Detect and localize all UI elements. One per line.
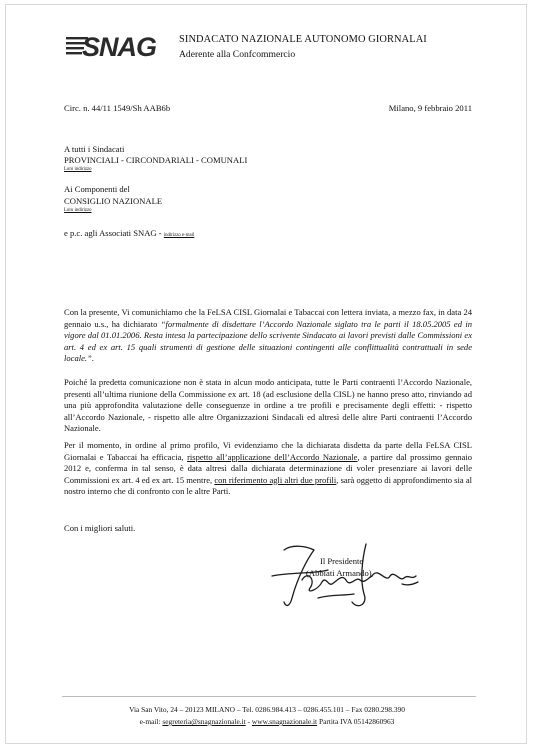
footer-website-link[interactable]: www.snagnazionale.it xyxy=(251,717,318,726)
paragraph-3-e: , sarà oggetto di approfondimento sia al nostro interno che di confronto con le altre Parti. xyxy=(64,474,472,497)
recipient-line-5 xyxy=(64,228,194,238)
snag-logo xyxy=(66,30,158,60)
paragraph-3-a: Per il momento, in ordine al primo profilo, Vi evidenziamo che la dichiarata disdetta da parte della FeLSA CISL Giornalai e Tabaccai ha efficacia, xyxy=(64,440,472,462)
organization-name: SINDACATO NAZIONALE AUTONOMO GIORNALAI xyxy=(179,34,427,45)
footer-address: Via San Vito, 24 – 20123 MILANO – Tel. 0286.984.413 – 0286.455.101 – Fax 0280.298.390 xyxy=(129,705,405,714)
closing-salutation: Con i migliori saluti. xyxy=(64,523,136,533)
signature-name: (Abbiati Armando) xyxy=(306,568,372,578)
paragraph-1-intro: Con la presente, Vi comunichiamo che la FeLSA CISL Giornalai e Tabaccai con lettera inviata, a mezzo fax, in data 24 gennaio u.s., ha dichiarato xyxy=(64,307,472,329)
paragraph-3 xyxy=(64,440,472,498)
organization-subtitle: Aderente alla Confcommercio xyxy=(179,49,296,60)
paragraph-1-end: . xyxy=(91,353,94,364)
footer-contacts xyxy=(0,717,534,726)
paragraph-2: Poiché la predetta comunicazione non è stata in alcun modo anticipata, tutte le Parti contraenti l’Accordo Nazionale, presenti all’ultima riunione della Commissione ex art. 18 (ad esclusione della CISL) ne hanno preso atto, rinviando ad una più approfondita valutazione delle conseguenze in ordine a tre profili e precisamente degli effetti: - rispetto all’Accordo Nazionale, - rispetto alle altre Organizzazioni Sindacali ed altresì delle altre Parti contraenti l’Accordo Nazionale. xyxy=(64,377,472,434)
footer-vat: Partita IVA 05142860963 xyxy=(317,717,395,726)
signature-title: Il Presidente xyxy=(320,556,364,566)
footer-separator: - xyxy=(245,717,252,726)
recipient-line-4: CONSIGLIO NAZIONALE xyxy=(64,196,163,206)
cc-note: indirizzo e-mail xyxy=(163,233,195,238)
footer-email-label: e-mail: xyxy=(139,717,163,726)
paragraph-1-quote: “formalmente di disdettare l’Accordo Nazionale siglato tra le parti il 18.05.2005 ed in vigore dal 01.01.2006. Resta intesa la partecipazione dello scrivente Sindacato ai lavori previsti dalle Commissioni ex art. 4 ed ex art. 15 quali strumenti di gestione delle situazioni contingenti alle conflittualità contrattuali in sede locale.” xyxy=(64,318,473,364)
circular-number: Circ. n. 44/11 1549/Sh AAB6b xyxy=(64,103,171,113)
recipient-note-1: Loro indirizzo xyxy=(64,167,92,172)
recipient-note-2: Loro indirizzo xyxy=(64,208,92,213)
recipient-line-2: PROVINCIALI - CIRCONDARIALI - COMUNALI xyxy=(64,155,248,165)
paragraph-3-underline-1: rispetto all’applicazione dell’Accordo Nazionale xyxy=(187,451,358,462)
recipient-line-1: A tutti i Sindacati xyxy=(64,144,125,154)
footer-divider xyxy=(62,696,476,697)
letter-date: Milano, 9 febbraio 2011 xyxy=(388,103,472,113)
paragraph-3-underline-2: con riferimento agli altri due profili xyxy=(214,474,337,485)
page-border xyxy=(5,4,527,744)
footer-email-link[interactable]: segreteria@snagnazionale.it xyxy=(162,717,246,726)
paragraph-3-c: , a partire dal prossimo gennaio 2012 e, conferma in tal senso, è data altresì dalla dichiarata determinazione di voler presenziare ai lavori delle Commissioni ex art. 4 ed ex art. 15 mentre, xyxy=(64,451,472,485)
paragraph-1 xyxy=(64,307,472,365)
recipient-line-3: Ai Componenti del xyxy=(64,184,130,194)
logo-text: SNAG xyxy=(82,32,157,60)
cc-label: e p.c. agli Associati SNAG - xyxy=(64,228,164,238)
